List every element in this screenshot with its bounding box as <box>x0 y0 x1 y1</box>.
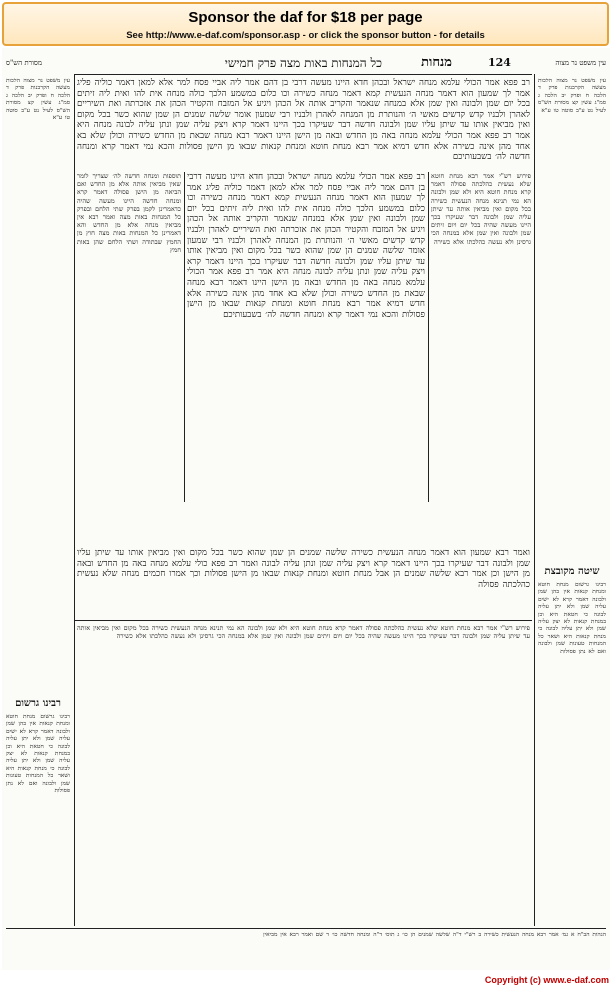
footnotes: הגהות הב"ח א גמ׳ אמר רבא מנחה הנעשית כשירה ב רש"י ד"ה שלשה שמנים הן כו׳ ג תוס׳ ד"ה ומנחה חדשה כו׳ ד שם ואמר רבא אין מביאין <box>263 932 606 938</box>
chapter-title: כל המנחות באות מצה פרק חמישי <box>224 56 382 70</box>
sponsor-banner[interactable] <box>2 2 609 46</box>
main-text-top: רב פפא אמר הכולי עלמא מנחה ישראל ובכהן חדא היינו מעשה דרבי בן דהם אמר ליה אביי פסח למר אלא למאן דאמר כוליה פליג אמר לך שמעון הוא דאמר מנחה הנעשית קמא דאמר מנחה כשירה וכו כלום במשמע הלכך כולה מנחה אית להו ואית ליה זיתים בכל יום שמן ולבונה ואין שמן אלא במנחה שנאמר והקריב אותה אל הכהן ויגיע אל המזבח והקטיר הכהן את אזכרתה ואת השיריים לאהרן ולבניו קדש קדשים מאשי ה׳ והנותרת מן המנחה לאהרן ולבניו רבי שמעון אומר שלשה שמנים הן שמן שהוא כשר בכל מקום ואין מביאין אותו עד שיתן עליו שמן ולבונה חדשה דבר שעיקרו בכך היינו דאמר קרא ויצק עליה שמן ונתן עליה לבונה מנחה היא אמר רב פפא אמר הכולי עלמא מנחה באה מן החדש ובאה מן הישן היינו דאמר רבא מנחה שבאת מן החדש כשירה וכולן שלא בא אחד מהן אינה כשירה אלא חדש דמיא אמר רבא מנחת חוטא ומנחת קנאות שבאו מן הישן פסולות והכא נמי דאמר קרא ומנחה חדשה לה׳ בשבעותיכם <box>77 78 530 163</box>
page-number: 124 <box>488 56 511 69</box>
footnotes-rule <box>6 928 606 929</box>
gershom-text: רבינו גרשום מנחת חוטא ומנחת קנאות אין בהן שמן ולבונה דאמר קרא לא ישים עליה שמן ולא יתן עליה לבונה כי חטאת היא וכן במנחת קנאות לא יצק עליה שמן ולא יתן עליה לבונה כי מנחת קנאות היא ושאר כל המנחות טעונות שמן ולבונה ואם לא נתן פסולות <box>6 714 70 795</box>
shita-text: רבינו גרשום מנחת חוטא ומנחת קנאות אין בהן שמן ולבונה דאמר קרא לא ישים עליה שמן ולא יתן עליה לבונה כי חטאת היא וכן במנחת קנאות לא יצק עליה שמן ולא יתן עליה לבונה כי מנחת קנאות היא ושאר כל המנחות טעונות שמן ולבונה ואם לא נתן פסולות <box>538 582 606 655</box>
left-margin-header: מסורת הש"ס <box>6 59 43 67</box>
gemara-center: רב פפא אמר הכולי עלמא מנחה ישראל ובכהן חדא היינו מעשה דרבי בן דהם אמר ליה אביי פסח למר אלא למאן דאמר כוליה פליג אמר לך שמעון הוא דאמר מנחה הנעשית קמא דאמר מנחה כשירה וכו כלום במשמע הלכך כולה מנחה אית להו ואית ליה זיתים בכל יום שמן ולבונה ואין שמן אלא במנחה שנאמר והקריב אותה אל הכהן ויגיע אל המזבח והקטיר הכהן את אזכרתה ואת השיריים לאהרן ולבניו קדש קדשים מאשי ה׳ והנותרת מן המנחה לאהרן ולבניו רבי שמעון אומר שלשה שמנים הן שמן שהוא כשר בכל מקום ואין מביאין אותו עד שיתן עליו שמן ולבונה חדשה דבר שעיקרו בכך היינו דאמר קרא ויצק עליה שמן ונתן עליה לבונה מנחה היא אמר רב פפא אמר הכולי עלמא מנחה באה מן החדש ובאה מן הישן היינו דאמר רבא מנחה שבאת מן החדש כשירה וכולן שלא בא אחד מהן אינה כשירה אלא חדש דמיא אמר רבא מנחת חוטא ומנחת קנאות שבאו מן הישן פסולות והכא נמי דאמר קרא ומנחה חדשה לה׳ בשבעותיכם <box>187 172 425 320</box>
header-rule <box>74 74 532 75</box>
main-text-bottom: ואמר רבא שמעון הוא דאמר מנחה הנעשית כשירה שלשה שמנים הן שמן שהוא כשר בכל מקום ואין מביאין אותו עד שיתן עליו שמן ולבונה דבר שעיקרו בכך היינו דאמר קרא ויצק עליה שמן ונתן עליה לבונה ואמר רב פפא כולי עלמא מנחה באה מן החדש ובאה מן הישן וכן אמר רבא שלשה שמנים הן אבל מנחת חוטא ומנחת קנאות שבאו מן הישן פסולות וכך אמרו חכמים מנחה שלא נעשית כהלכתה פסולה <box>77 548 530 590</box>
column-rule-right <box>428 172 429 502</box>
right-margin-header: עין משפט נר מצוה <box>555 59 606 67</box>
column-rule-left <box>184 172 185 502</box>
right-margin-notes: עין משפט נר מצוה הלכות מעשה הקרבנות פרק ד הלכה ח ופרק יב הלכה ג סמ"ג עשין קצ מסורת הש"ס לעיל נט ע"ב סוטה טו ע"א <box>538 78 606 114</box>
sponsor-title[interactable]: Sponsor the daf for $18 per page <box>188 9 423 26</box>
sponsor-subtitle[interactable]: See http://www.e-daf.com/sponsor.asp - or click the sponsor button - for details <box>126 30 485 41</box>
commentary-rule <box>74 620 532 621</box>
left-gutter-rule <box>74 74 75 926</box>
talmud-page <box>2 48 610 970</box>
rashi-column: פירוש רש"י אמר רבא מנחת חוטא שלא נעשית כהלכתה פסולה דאמר קרא מנחת חוטא היא ולא שמן ולבונה הא נמי תנינא מנחה הנעשית כשירה בכל מקום ואין מביאין אותה עד שיתן עליה שמן ולבונה דבר שעיקרו בכך היינו מעשה שהיה בכל יום ויום זיתים שמן ולבונה ואין שמן אלא במנחה הכי גרסינן ולא נעשה כהלכתו אלא כשירה <box>431 172 531 246</box>
tosafot-column: תוספות ומנחה חדשה לה׳ שצריך לומר שאין מביאין אותה אלא מן החדש ואם הביאה מן הישן פסולה דאמר קרא ומנחה חדשה היינו מעשה שהיה כדאמרינן לקמן בפרק שתי הלחם ובפרק כל המנחות באות מצה ואמר רבא אין מביאין מנחה אלא מן החדש והא דאמרינן כל המנחות באות מצה חוץ מן החמץ שבתודה ושתי הלחם שהן באות חמץ <box>77 172 181 254</box>
tractate-title: מנחות <box>421 55 452 70</box>
right-gutter-rule <box>534 74 535 926</box>
left-margin-notes: עין משפט נר מצוה הלכות מעשה הקרבנות פרק ד הלכה ח ופרק יב הלכה ג סמ"ג עשין קצ מסורת הש"ס לעיל נט ע"ב סוטה טו ע"א <box>6 78 70 122</box>
shita-title: שיטה מקובצת <box>544 566 600 577</box>
lower-commentary: פירוש רש"י אמר רבא מנחת חוטא שלא נעשית כהלכתה פסולה דאמר קרא מנחת חוטא היא ולא שמן ולבונה הא נמי תנינא מנחה הנעשית כשירה בכל מקום ואין מביאין אותה עד שיתן עליה שמן ולבונה דבר שעיקרו בכך היינו מעשה שהיה בכל יום ויום זיתים שמן ולבונה ואין שמן אלא במנחה הכי גרסינן ולא נעשה כהלכתו אלא כשירה <box>77 624 530 641</box>
copyright-notice: Copyright (c) www.e-daf.com <box>484 975 609 985</box>
gershom-title: רבינו גרשום <box>15 698 61 709</box>
